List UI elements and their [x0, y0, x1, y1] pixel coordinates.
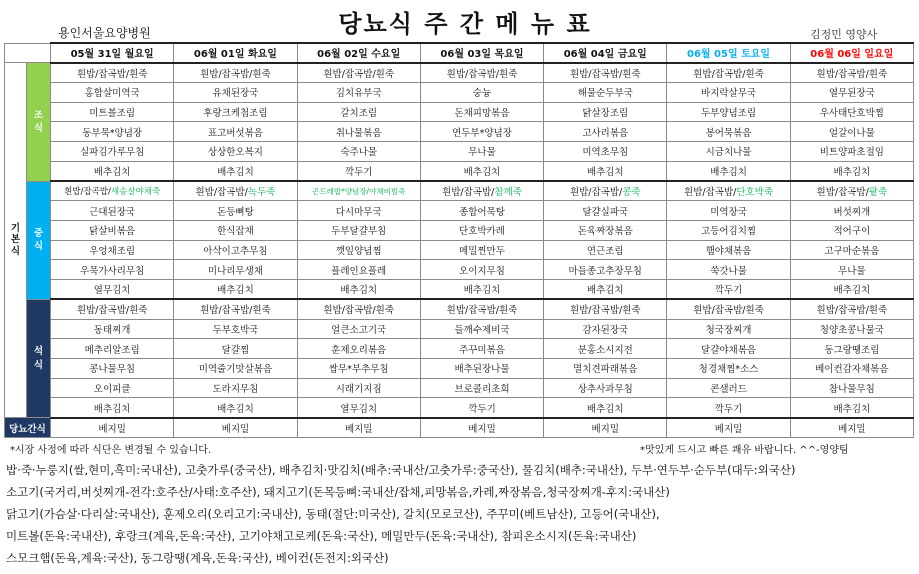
menu-cell: 갈치조림 [297, 102, 420, 122]
menu-cell: 얼갈이나물 [790, 122, 913, 142]
menu-cell: 흰밥/잡곡밥/흰죽 [544, 63, 667, 83]
menu-cell: 배추김치 [420, 280, 543, 300]
corner-cell [5, 43, 51, 63]
snack-cell: 베지밀 [51, 418, 174, 438]
origin-line: 스모크햄(돈육,계육:국산), 동그랑땡(계육,돈육:국산), 베이컨(돈전지:외국산) [6, 551, 389, 565]
day-header: 06월 04일 금요일 [544, 43, 667, 63]
menu-cell: 플레인요플레 [297, 260, 420, 280]
porridge-option: 참깨죽 [494, 187, 522, 199]
menu-cell: 햄야채볶음 [667, 240, 790, 260]
origin-line: 밥·죽·누룽지(쌀,현미,흑미:국내산), 고춧가루(중국산), 배추김치·맛김치(배추:국내산/고춧가루:중국산), 물김치(배추:국내산), 두부·연두부·순두부(대두:외국산) [6, 463, 796, 477]
menu-cell: 달걀야채볶음 [667, 339, 790, 359]
menu-cell: 깻잎양념찜 [297, 240, 420, 260]
snack-row [5, 418, 914, 438]
weekly-menu-table [4, 42, 914, 438]
menu-cell: 배추김치 [420, 161, 543, 181]
menu-cell: 달걀실파국 [544, 201, 667, 221]
menu-cell: 유채된장국 [174, 82, 297, 102]
breakfast-label: 조식 [33, 109, 44, 134]
snack-cell: 베지밀 [790, 418, 913, 438]
menu-cell: 흰밥/잡곡밥/흰죽 [790, 299, 913, 319]
menu-cell: 닭살장조림 [544, 102, 667, 122]
menu-cell: 후랑크케첩조림 [174, 102, 297, 122]
porridge-option: 녹두죽 [247, 187, 276, 199]
breakfast-row [5, 63, 914, 83]
menu-cell: 두부호박국 [174, 319, 297, 339]
menu-cell: 흰밥/잡곡밥/흰죽 [51, 63, 174, 83]
menu-cell: 표고버섯볶음 [174, 122, 297, 142]
menu-cell: 배추김치 [297, 280, 420, 300]
menu-cell: 주꾸미볶음 [420, 339, 543, 359]
title-row [0, 0, 919, 44]
menu-cell: 배추김치 [174, 280, 297, 300]
menu-cell: 미역장국 [667, 201, 790, 221]
menu-cell: 우사태단호박찜 [790, 102, 913, 122]
menu-cell: 돈채피망볶음 [420, 102, 543, 122]
menu-cell: 배추김치 [544, 398, 667, 418]
menu-cell: 배추김치 [667, 161, 790, 181]
day-header-row [5, 43, 914, 63]
menu-cell: 깍두기 [667, 398, 790, 418]
day-header: 05월 31일 월요일 [51, 43, 174, 63]
menu-cell: 고등어김치찜 [667, 220, 790, 240]
menu-cell: 돈육짜장볶음 [544, 220, 667, 240]
menu-cell: 상상한오복지 [174, 142, 297, 162]
menu-cell: 두부달걀부침 [297, 220, 420, 240]
menu-cell: 배추김치 [790, 280, 913, 300]
menu-cell [51, 181, 174, 201]
menu-cell: 청경채찜*소스 [667, 359, 790, 379]
origin-line: 소고기(국거리,버섯찌개-전각:호주산/사태:호주산), 돼지고기(돈목등뼈:국내산/잡채,피망볶음,카레,짜장볶음,청국장찌개-후지:국내산) [6, 485, 670, 499]
lunch-label: 중식 [33, 227, 44, 253]
page-title: 당뇨식 주 간 메 뉴 표 [338, 10, 592, 38]
menu-cell: 연근조림 [544, 240, 667, 260]
snack-cell: 베지밀 [667, 418, 790, 438]
menu-cell: 들깨수제비국 [420, 319, 543, 339]
lunch-label-cell [27, 181, 51, 299]
menu-cell: 배추김치 [544, 280, 667, 300]
menu-cell: 버섯찌개 [790, 201, 913, 221]
menu-cell: 미트볼조림 [51, 102, 174, 122]
menu-cell: 한식잡채 [174, 220, 297, 240]
origin-line: 닭고기(가슴살·다리살:국내산), 훈제오리(오리고기:국내산), 동태(절단:미국산), 갈치(모로코산), 주꾸미(베트남산), 고등어(국내산), [6, 507, 660, 521]
menu-cell: 동태찌개 [51, 319, 174, 339]
day-header: 06월 03일 목요일 [420, 43, 543, 63]
menu-cell: 베이컨감자채볶음 [790, 359, 913, 379]
menu-cell: 얼큰소고기국 [297, 319, 420, 339]
menu-cell: 무나물 [790, 260, 913, 280]
menu-cell [420, 181, 543, 201]
note-right: *맛있게 드시고 빠른 쾌유 바랍니다. ^^-영양팀 [640, 445, 849, 456]
menu-cell [790, 181, 913, 201]
menu-cell: 미역줄기맛살볶음 [174, 359, 297, 379]
lunch-row [5, 260, 914, 280]
menu-cell: 상추사과무침 [544, 378, 667, 398]
menu-cell: 배추김치 [790, 161, 913, 181]
menu-cell: 돈등뼈탕 [174, 201, 297, 221]
lunch-row [5, 201, 914, 221]
menu-cell: 브로콜리초회 [420, 378, 543, 398]
rice-base: 흰밥/잡곡밥/ [442, 187, 495, 199]
breakfast-row [5, 122, 914, 142]
menu-cell: 동부묵*양념장 [51, 122, 174, 142]
menu-cell: 쌈무*부추무침 [297, 359, 420, 379]
menu-cell: 배추김치 [174, 161, 297, 181]
rice-base: 흰밥/잡곡밥/ [64, 187, 111, 198]
menu-cell: 달걀찜 [174, 339, 297, 359]
lunch-row [5, 280, 914, 300]
menu-cell: 흰밥/잡곡밥/흰죽 [544, 299, 667, 319]
menu-cell: 메밀찐만두 [420, 240, 543, 260]
menu-cell: 숭늉 [420, 82, 543, 102]
snack-cell: 베지밀 [297, 418, 420, 438]
dinner-row [5, 378, 914, 398]
menu-cell: 미역초무침 [544, 142, 667, 162]
menu-cell: 단호박카레 [420, 220, 543, 240]
snack-cell: 베지밀 [420, 418, 543, 438]
breakfast-row [5, 102, 914, 122]
menu-cell: 흰밥/잡곡밥/흰죽 [297, 299, 420, 319]
snack-cell: 베지밀 [544, 418, 667, 438]
porridge-option: 단호박죽 [736, 187, 774, 199]
lunch-row [5, 220, 914, 240]
menu-cell: 연두부*양념장 [420, 122, 543, 142]
menu-cell: 쑥갓나물 [667, 260, 790, 280]
breakfast-label-cell [27, 63, 51, 181]
menu-cell: 분홍소시지전 [544, 339, 667, 359]
menu-cell: 오이피클 [51, 378, 174, 398]
dinner-label-cell [27, 299, 51, 417]
menu-cell: 김치유부국 [297, 82, 420, 102]
menu-cell: 홍합살미역국 [51, 82, 174, 102]
rice-base: 흰밥/잡곡밥/ [569, 187, 623, 199]
menu-cell: 실파김가루무침 [51, 142, 174, 162]
menu-cell: 깍두기 [297, 161, 420, 181]
menu-cell: 흰밥/잡곡밥/흰죽 [420, 299, 543, 319]
menu-cell: 도라지무침 [174, 378, 297, 398]
porridge-option: 콩죽 [622, 187, 641, 199]
menu-cell: 종합어묵탕 [420, 201, 543, 221]
dietitian-name: 김정민 영양사 [810, 28, 878, 41]
menu-cell: 비트양파초절임 [790, 142, 913, 162]
menu-cell: 근대된장국 [51, 201, 174, 221]
day-header: 06월 02일 수요일 [297, 43, 420, 63]
menu-cell: 흰밥/잡곡밥/흰죽 [174, 63, 297, 83]
menu-cell: 고사리볶음 [544, 122, 667, 142]
menu-cell: 우엉채조림 [51, 240, 174, 260]
snack-label: 당뇨간식 [5, 418, 51, 438]
dinner-row [5, 299, 914, 319]
menu-cell: 청국장찌개 [667, 319, 790, 339]
hospital-name: 용인서울요양병원 [58, 26, 151, 40]
menu-cell [544, 181, 667, 201]
menu-cell: 흰밥/잡곡밥/흰죽 [420, 63, 543, 83]
menu-cell: 멸치견파래볶음 [544, 359, 667, 379]
menu-cell: 콘샐러드 [667, 378, 790, 398]
origin-line: 미트볼(돈육:국내산), 후랑크(계육,돈육:국산), 고기야채고로케(돈육:국산), 메밀만두(돈육:국내산), 참피온소시지(돈육:국내산) [6, 529, 637, 543]
breakfast-row [5, 142, 914, 162]
menu-cell: 마들종고추장무침 [544, 260, 667, 280]
menu-cell: 두부양념조림 [667, 102, 790, 122]
day-header: 06월 05일 토요일 [667, 43, 790, 63]
breakfast-row [5, 161, 914, 181]
group-label: 기본식 [10, 223, 21, 257]
menu-cell: 열무된장국 [790, 82, 913, 102]
snack-cell: 베지밀 [174, 418, 297, 438]
menu-cell: 배추김치 [174, 398, 297, 418]
menu-cell: 시금치나물 [667, 142, 790, 162]
rice-base: 흰밥/잡곡밥/ [684, 187, 737, 199]
menu-cell: 깍두기 [667, 280, 790, 300]
dinner-label: 석식 [33, 346, 44, 371]
day-header: 06월 01일 화요일 [174, 43, 297, 63]
menu-cell [297, 181, 420, 201]
group-label-cell [5, 63, 27, 418]
menu-cell: 다시마무국 [297, 201, 420, 221]
menu-cell: 흰밥/잡곡밥/흰죽 [174, 299, 297, 319]
dinner-row [5, 319, 914, 339]
porridge-option: 곤드레밥*양념장/야채비빔죽 [312, 186, 406, 196]
menu-cell: 취나물볶음 [297, 122, 420, 142]
menu-cell: 메추리알조림 [51, 339, 174, 359]
menu-cell: 콩나물무침 [51, 359, 174, 379]
menu-cell: 흰밥/잡곡밥/흰죽 [790, 63, 913, 83]
menu-cell: 시래기지짐 [297, 378, 420, 398]
menu-cell: 배추김치 [790, 398, 913, 418]
rice-base: 흰밥/잡곡밥/ [195, 187, 248, 199]
menu-cell: 배추김치 [51, 161, 174, 181]
menu-cell: 적어구이 [790, 220, 913, 240]
menu-cell: 숙주나물 [297, 142, 420, 162]
day-header: 06월 06일 일요일 [790, 43, 913, 63]
menu-cell: 흰밥/잡곡밥/흰죽 [667, 299, 790, 319]
menu-cell: 봉어묵볶음 [667, 122, 790, 142]
menu-cell: 배추된장나물 [420, 359, 543, 379]
dinner-row [5, 339, 914, 359]
menu-cell: 열무김치 [51, 280, 174, 300]
menu-cell: 흰밥/잡곡밥/흰죽 [667, 63, 790, 83]
menu-cell: 고구마순볶음 [790, 240, 913, 260]
dinner-row [5, 359, 914, 379]
porridge-option: 새송살야채죽 [110, 187, 161, 198]
menu-cell: 바지락살무국 [667, 82, 790, 102]
menu-cell: 배추김치 [51, 398, 174, 418]
menu-cell: 흰밥/잡곡밥/흰죽 [51, 299, 174, 319]
menu-cell: 해물순두부국 [544, 82, 667, 102]
menu-cell [174, 181, 297, 201]
menu-cell: 감자된장국 [544, 319, 667, 339]
menu-cell: 아삭이고추무침 [174, 240, 297, 260]
menu-cell: 우묵가사리무침 [51, 260, 174, 280]
menu-cell: 깍두기 [420, 398, 543, 418]
menu-cell: 미나리무생채 [174, 260, 297, 280]
menu-cell: 무나물 [420, 142, 543, 162]
note-left: *시장 사정에 따라 식단은 변경될 수 있습니다. [10, 445, 212, 456]
menu-cell: 동그랑땡조림 [790, 339, 913, 359]
menu-cell: 청양초콩나물국 [790, 319, 913, 339]
menu-cell: 오이지무침 [420, 260, 543, 280]
menu-cell: 열무김치 [297, 398, 420, 418]
menu-cell: 참나물무침 [790, 378, 913, 398]
menu-cell: 흰밥/잡곡밥/흰죽 [297, 63, 420, 83]
lunch-row [5, 181, 914, 201]
rice-base: 흰밥/잡곡밥/ [816, 187, 869, 199]
breakfast-row [5, 82, 914, 102]
menu-cell: 훈제오리볶음 [297, 339, 420, 359]
porridge-option: 팥죽 [868, 187, 888, 199]
menu-cell: 닭살비볶음 [51, 220, 174, 240]
menu-cell [667, 181, 790, 201]
lunch-row [5, 240, 914, 260]
menu-cell: 배추김치 [544, 161, 667, 181]
dinner-row [5, 398, 914, 418]
